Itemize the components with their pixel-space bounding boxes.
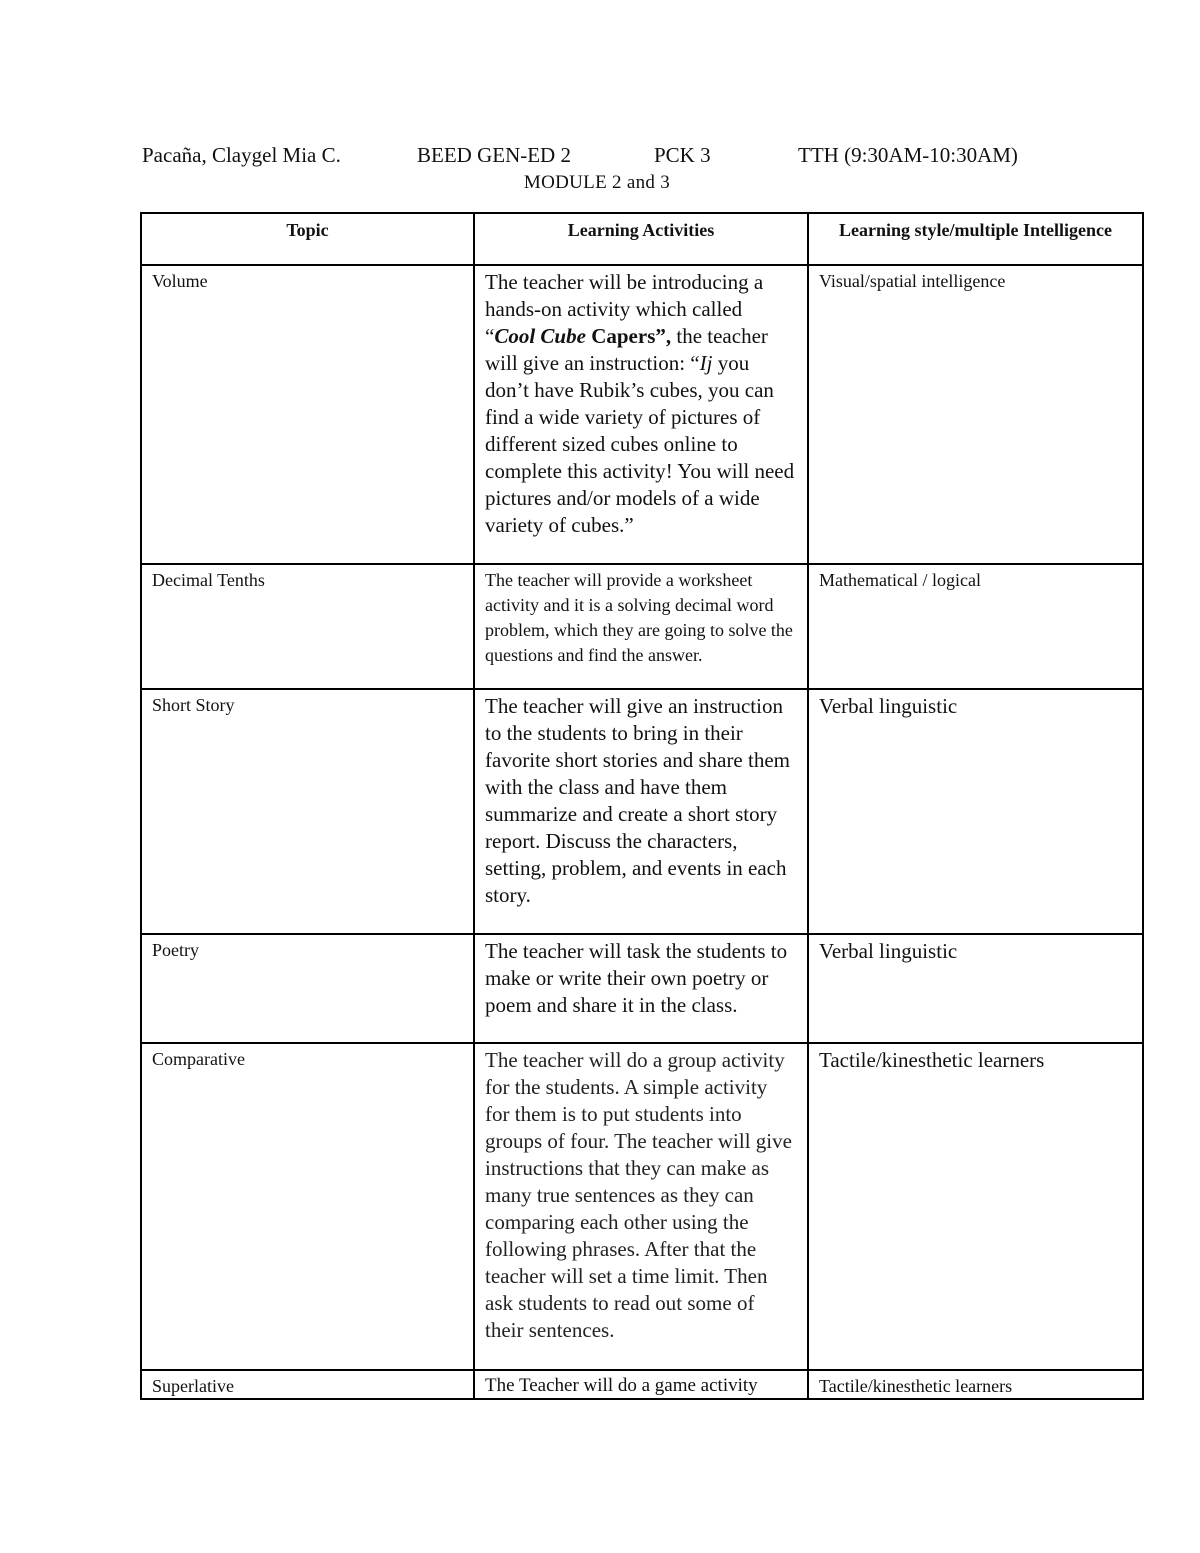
learning-style-cell: Verbal linguistic <box>808 689 1143 934</box>
topic-cell: Comparative <box>141 1043 474 1370</box>
table-row <box>141 934 1143 1043</box>
learning-style-cell: Tactile/kinesthetic learners <box>808 1370 1143 1399</box>
table-row <box>141 689 1143 934</box>
learning-style-cell: Tactile/kinesthetic learners <box>808 1043 1143 1370</box>
document-header <box>142 143 1102 171</box>
activity-text-italic: Ij <box>699 351 713 375</box>
activity-title-bold: Caper <box>585 324 648 348</box>
table-row <box>141 1043 1143 1370</box>
activity-cell: The teacher will task the students to make or write their own poetry or poem and share it in the class. <box>474 934 808 1043</box>
column-header-topic: Topic <box>141 213 474 265</box>
topic-cell: Superlative <box>141 1370 474 1399</box>
table-row <box>141 1370 1143 1399</box>
activity-title-emphasis: Cool Cube <box>494 324 586 348</box>
column-header-learning-style: Learning style/multiple Intelligence <box>808 213 1143 265</box>
learning-style-cell: Verbal linguistic <box>808 934 1143 1043</box>
module-title: MODULE 2 and 3 <box>523 172 671 193</box>
topic-cell: Decimal Tenths <box>141 564 474 689</box>
activity-cell: The teacher will do a group activity for the students. A simple activity for them is to put students into groups of four. The teacher will give instructions that they can make as many true sentences as they can comparing each other using the following phrases. After that the teacher will set a time limit. Then ask students to read out some of their sentences. <box>474 1043 808 1370</box>
student-name: Pacaña, Claygel Mia C. <box>142 143 341 167</box>
class-schedule: TTH (9:30AM-10:30AM) <box>798 143 1018 167</box>
activity-cell: The Teacher will do a game activity <box>474 1370 808 1399</box>
activity-text: the teacher will give an instruction: “ <box>485 324 768 375</box>
learning-style-cell: Visual/spatial intelligence <box>808 265 1143 564</box>
topic-cell: Poetry <box>141 934 474 1043</box>
activity-cell: The teacher will give an instruction to the students to bring in their favorite short stories and share them with the class and have them summarize and create a short story report. Discuss the characters, setting, problem, and events in each story. <box>474 689 808 934</box>
activity-title-end: s”, <box>647 324 672 348</box>
learning-style-cell: Mathematical / logical <box>808 564 1143 689</box>
topic-cell: Volume <box>141 265 474 564</box>
topic-cell: Short Story <box>141 689 474 934</box>
table-row <box>141 265 1143 564</box>
course-code: BEED GEN-ED 2 <box>417 143 571 167</box>
activity-text: The teacher will be introducing a hands-on activity which called “ <box>485 270 764 348</box>
table-row <box>141 564 1143 689</box>
table-header-row <box>141 213 1143 265</box>
column-header-activities: Learning Activities <box>474 213 808 265</box>
activity-text: you don’t have Rubik’s cubes, you can find a wide variety of pictures of different sized cubes online to complete this activity! You will need pictures and/or models of a wide variety of cubes.” <box>485 351 795 537</box>
activity-cell <box>474 265 808 564</box>
activity-cell: The teacher will provide a worksheet activity and it is a solving decimal word problem, which they are going to solve the questions and find the answer. <box>474 564 808 689</box>
learning-plan-table <box>140 212 1144 1400</box>
subject-code: PCK 3 <box>654 143 711 167</box>
